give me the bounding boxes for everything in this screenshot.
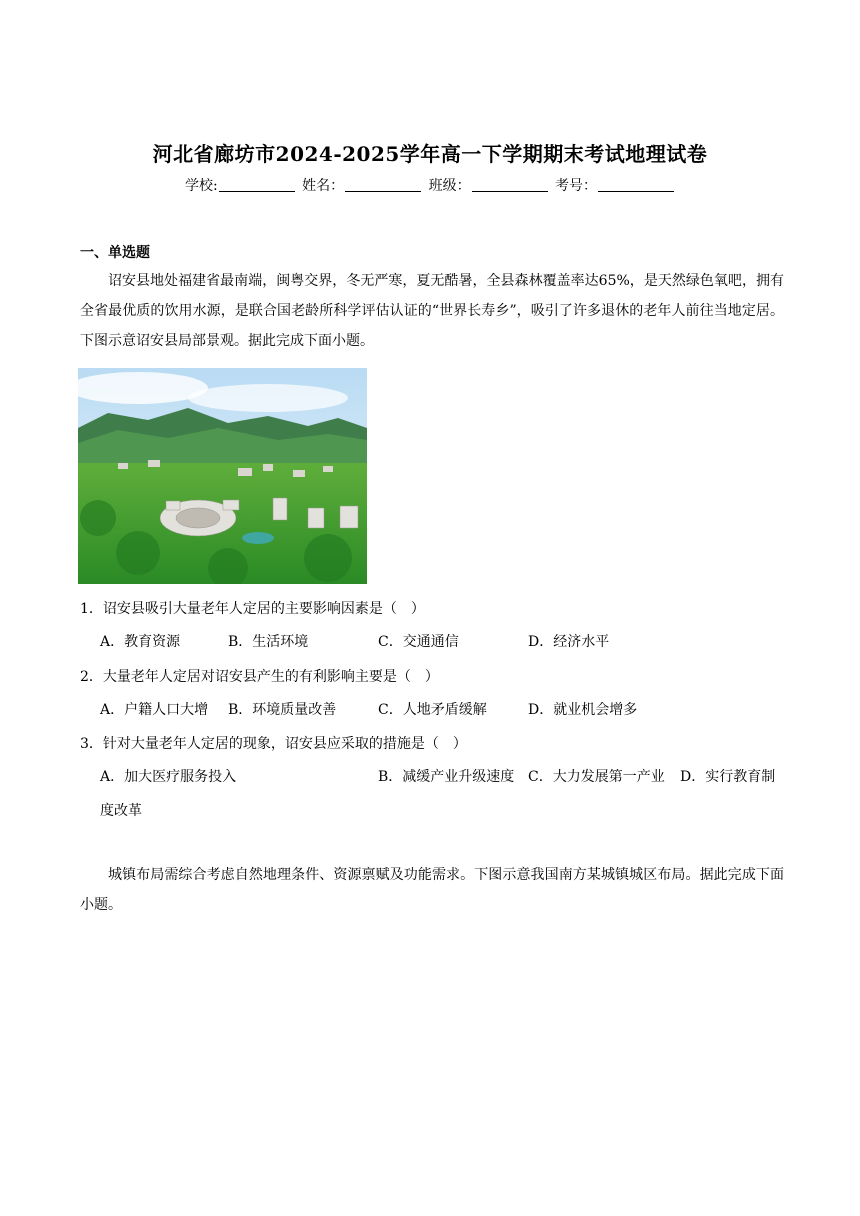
passage-1: 诏安县地处福建省最南端，闽粤交界，冬无严寒，夏无酷暑，全县森林覆盖率达65%，是天然绿色氧吧，拥有全省最优质的饮用水源，是联合国老龄所科学评估认证的“世界长寿乡”，吸引了许多退休的老年人前往当地定居。下图示意诏安县局部景观。据此完成下面小题。 <box>80 273 784 349</box>
question-3-stem: 3．针对大量老年人定居的现象，诏安县应采取的措施是（ ） <box>80 736 467 752</box>
q3-option-b[interactable]: B．减缓产业升级速度 <box>378 769 515 785</box>
question-2-stem: 2．大量老年人定居对诏安县产生的有利影响主要是（ ） <box>80 669 439 685</box>
passage-2: 城镇布局需综合考虑自然地理条件、资源禀赋及功能需求。下图示意我国南方某城镇城区布局。据此完成下面小题。 <box>80 867 784 913</box>
q1-option-c[interactable]: C．交通通信 <box>378 634 459 650</box>
q2-option-b[interactable]: B．环境质量改善 <box>228 702 337 718</box>
q3-option-d-continued: 度改革 <box>100 803 142 819</box>
q3-option-d[interactable]: D．实行教育制 <box>680 769 776 785</box>
exam-no-label: 考号： <box>555 178 598 194</box>
question-1-stem: 1．诏安县吸引大量老年人定居的主要影响因素是（ ） <box>80 601 425 617</box>
q1-option-d[interactable]: D．经济水平 <box>528 634 610 650</box>
q2-option-c[interactable]: C．人地矛盾缓解 <box>378 702 487 718</box>
exam-no-blank <box>598 177 674 192</box>
q3-option-c[interactable]: C．大力发展第一产业 <box>528 769 665 785</box>
landscape-photo <box>78 368 367 584</box>
section-heading: 一、单选题 <box>80 245 150 261</box>
q1-option-b[interactable]: B．生活环境 <box>228 634 309 650</box>
student-info-line <box>0 175 860 195</box>
name-blank <box>345 177 421 192</box>
class-blank <box>472 177 548 192</box>
q2-option-d[interactable]: D．就业机会增多 <box>528 702 638 718</box>
school-blank <box>219 177 295 192</box>
school-label: 学校: <box>184 178 218 194</box>
q1-option-a[interactable]: A．教育资源 <box>100 634 181 650</box>
name-label: 姓名： <box>302 178 345 194</box>
q3-option-a[interactable]: A．加大医疗服务投入 <box>100 769 237 785</box>
class-label: 班级： <box>428 178 471 194</box>
page-title: 河北省廊坊市2024-2025学年高一下学期期末考试地理试卷 <box>152 142 708 166</box>
q2-option-a[interactable]: A．户籍人口大增 <box>100 702 209 718</box>
